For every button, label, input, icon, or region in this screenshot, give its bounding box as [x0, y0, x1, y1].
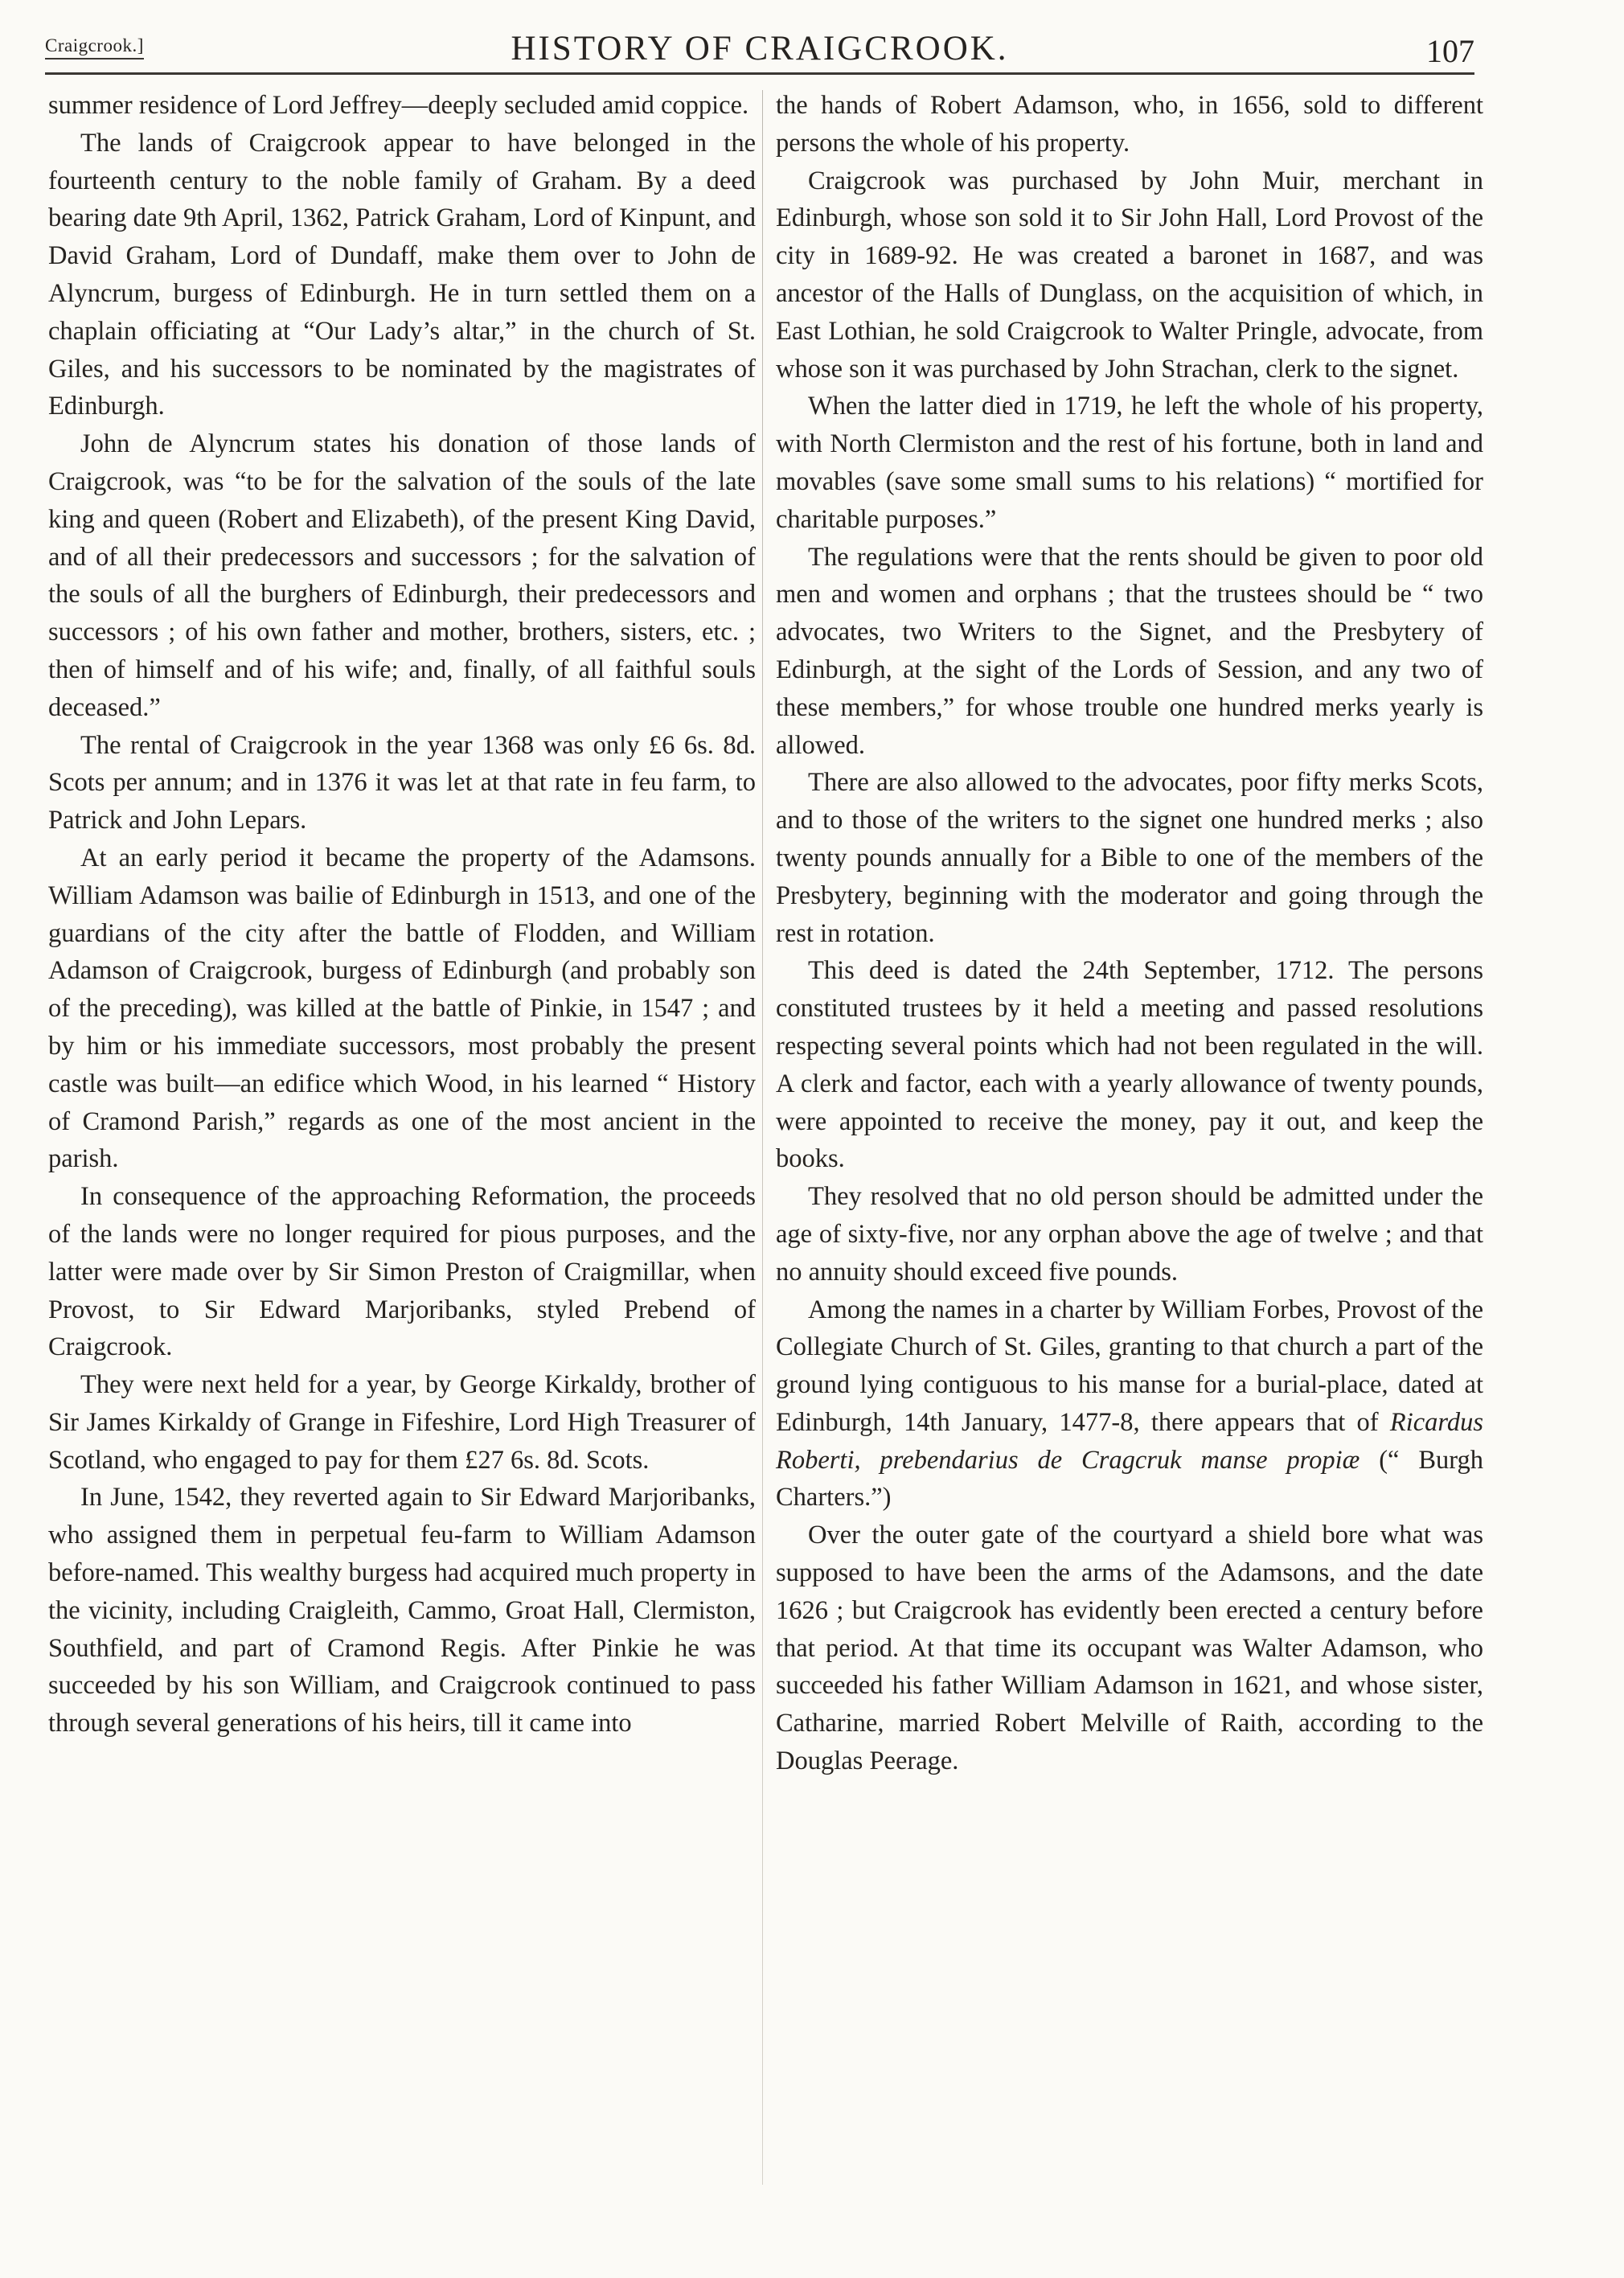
paragraph: They were next held for a year, by George Kirkaldy, brother of Sir James Kirkaldy of Grange in Fifeshire, Lord High Treasurer of Scotland, who engaged to pay for them £27 6s. 8d. Scots. [48, 1370, 756, 1475]
paragraph: In June, 1542, they reverted again to Sir Edward Marjoribanks, who assigned them in perpetual feu-farm to William Adamson before-named. This wealthy burgess had acquired much property in the vicinity, including Craigleith, Cammo, Groat Hall, Clermiston, Southfield, and part of Cramond Regis. After Pinkie he was succeeded by his son William, and Craigcrook continued to pass through several generations of his heirs, till it came into [48, 1483, 756, 1738]
paragraph: Over the outer gate of the courtyard a shield bore what was supposed to have been the arms of the Adamsons, and the date 1626 ; but Craigcrook has evidently been erected a century before that period. At that time its occupant was Walter Adamson, who succeeded his father William Adamson in 1621, and whose sister, Catharine, married Robert Melville of Raith, according to the Douglas Peerage. [776, 1521, 1483, 1776]
text-run: Among the names in a charter by William Forbes, Provost of the Collegiate Church of St. Giles, granting to that church a part of the ground lying contiguous to his manse for a burial-place, dated at Edinburgh, 14th January, 1477-8, there appears that of [776, 1295, 1483, 1437]
paragraph: When the latter died in 1719, he left the whole of his property, with North Clermiston and the rest of his fortune, both in land and movables (save some small sums to his relations) “ mortified for charitable purposes.” [776, 392, 1483, 534]
paragraph: This deed is dated the 24th September, 1712. The persons constituted trustees by it held a meeting and passed resolutions respecting several points which had not been regulated in the will. A clerk and factor, each with a yearly allowance of twenty pounds, were appointed to receive the money, pay it out, and keep the books. [776, 956, 1483, 1174]
paragraph: The regulations were that the rents should be given to poor old men and women and orphans ; that the trustees should be “ two advocates, two Writers to the Signet, and the Presbytery of Edinburgh, at the sight of the Lords of Session, and any two of these members,” for whose trouble one hundred merks yearly is allowed. [776, 542, 1483, 760]
paragraph-with-italic [776, 1291, 1483, 1517]
paragraph: In consequence of the approaching Reformation, the proceeds of the lands were no longer required for pious purposes, and the latter were made over by Sir Simon Preston of Craigmillar, when Provost, to Sir Edward Marjoribanks, styled Prebend of Craigcrook. [48, 1182, 756, 1362]
left-column [48, 87, 756, 1742]
header-rule [45, 72, 1474, 75]
right-column [776, 87, 1483, 1780]
paragraph: the hands of Robert Adamson, who, in 1656, sold to different persons the whole of his property. [776, 91, 1483, 158]
running-title: HISTORY OF CRAIGCROOK. [511, 30, 1009, 68]
paragraph: The lands of Craigcrook appear to have belonged in the fourteenth century to the noble family of Graham. By a deed bearing date 9th April, 1362, Patrick Graham, Lord of Kinpunt, and David Graham, Lord of Dundaff, make them over to John de Alyncrum, burgess of Edinburgh. He in turn settled them on a chaplain officiating at “Our Lady’s altar,” in the church of St. Giles, and his successors to be nominated by the magistrates of Edinburgh. [48, 128, 756, 421]
section-label: Craigcrook.] [45, 35, 144, 60]
paragraph: John de Alyncrum states his donation of those lands of Craigcrook, was “to be for the salvation of the souls of the late king and queen (Robert and Elizabeth), of the present King David, and of all their predecessors and successors ; for the salvation of the souls of all the burghers of Edinburgh, their predecessors and successors ; of his own father and mother, brothers, sisters, etc. ; then of himself and of his wife; and, finally, of all faithful souls deceased.” [48, 429, 756, 722]
italic-latin-quote: Ricardus Roberti, prebendarius de Cragcruk manse propiæ [776, 1407, 1483, 1475]
page-number: 107 [1426, 33, 1474, 69]
paragraph: At an early period it became the property of the Adamsons. William Adamson was bailie of Edinburgh in 1513, and one of the guardians of the city after the battle of Flodden, and William Adamson of Craigcrook, burgess of Edinburgh (and probably son of the preceding), was killed at the battle of Pinkie, in 1547 ; and by him or his immediate successors, most probably the present castle was built—an edifice which Wood, in his learned “ History of Cramond Parish,” regards as one of the most ancient in the parish. [48, 843, 756, 1174]
column-divider [762, 90, 763, 2185]
text-run: (“ Burgh Charters.”) [776, 1445, 1483, 1513]
paragraph: The rental of Craigcrook in the year 1368 was only £6 6s. 8d. Scots per annum; and in 1376 it was let at that rate in feu farm, to Patrick and John Lepars. [48, 730, 756, 835]
paragraph: summer residence of Lord Jeffrey—deeply secluded amid coppice. [48, 91, 749, 120]
paragraph: They resolved that no old person should be admitted under the age of sixty-five, nor any orphan above the age of twelve ; and that no annuity should exceed five pounds. [776, 1182, 1483, 1287]
paragraph: Craigcrook was purchased by John Muir, merchant in Edinburgh, whose son sold it to Sir John Hall, Lord Provost of the city in 1689-92. He was created a baronet in 1687, and was ancestor of the Halls of Dunglass, on the acquisition of which, in East Lothian, he sold Craigcrook to Walter Pringle, advocate, from whose son it was purchased by John Strachan, clerk to the signet. [776, 166, 1483, 384]
paragraph: There are also allowed to the advocates, poor fifty merks Scots, and to those of the writers to the signet one hundred merks ; also twenty pounds annually for a Bible to one of the members of the Presbytery, beginning with the moderator and going through the rest in rotation. [776, 768, 1483, 948]
page-header [45, 24, 1474, 72]
